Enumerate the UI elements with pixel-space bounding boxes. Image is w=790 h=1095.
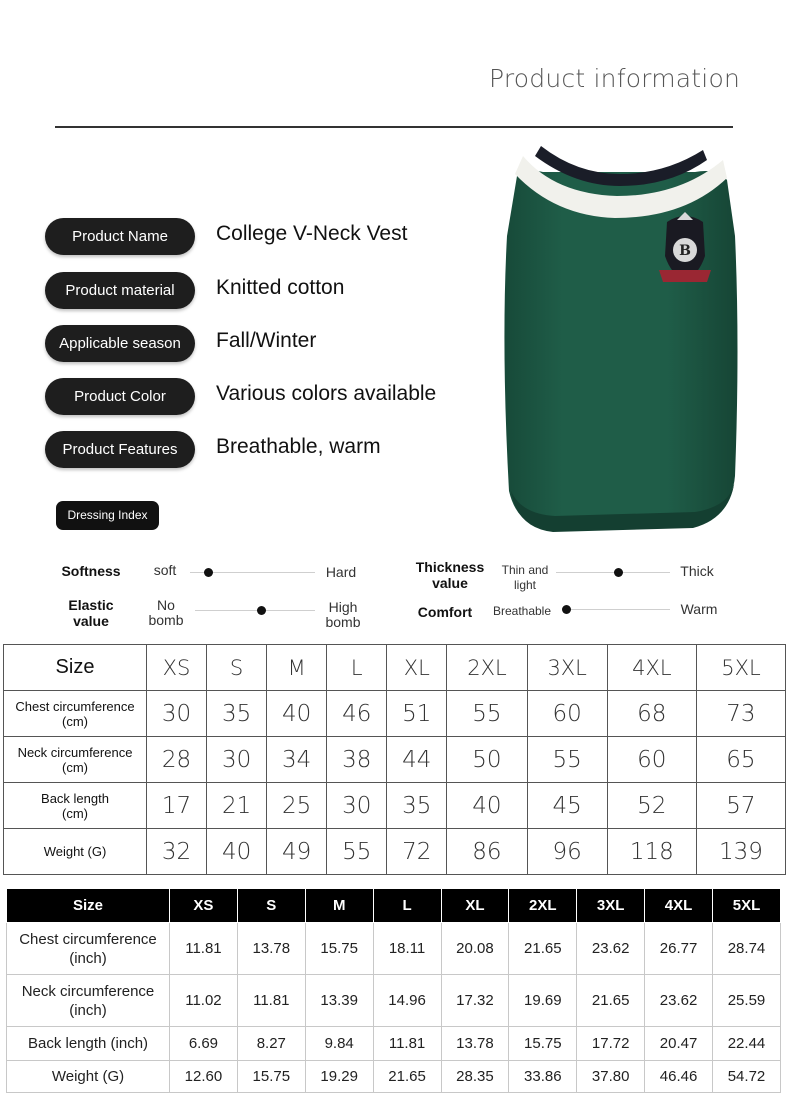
elastic-label-line2: value [73, 613, 109, 629]
size-cell: XL [387, 645, 447, 691]
table-cell: 55 [447, 691, 527, 737]
table-cell: 13.78 [237, 923, 305, 975]
table-cell: 30 [147, 691, 207, 737]
table-cell: 34 [267, 737, 327, 783]
row-header-cell [4, 691, 147, 737]
table-cell: 21.65 [509, 923, 577, 975]
table-cell: 6.69 [170, 1027, 238, 1061]
thickness-label [412, 559, 488, 591]
table-cell: 15.75 [509, 1027, 577, 1061]
row-header-line2: (cm) [62, 713, 88, 729]
elastic-scale-line [195, 610, 315, 611]
table-cell: 11.81 [237, 975, 305, 1027]
table-cell: 17.72 [577, 1027, 645, 1061]
size-cell: 2XL [447, 645, 527, 691]
size-cell: S [237, 889, 305, 923]
table-cell: 30 [327, 783, 387, 829]
table-cell: 21.65 [373, 1061, 441, 1093]
row-header-line1: Chest circumference [19, 930, 157, 948]
comfort-scale-line [566, 609, 670, 610]
table-cell: 9.84 [305, 1027, 373, 1061]
size-header-cell: Size [4, 645, 147, 691]
info-row-product-material [45, 272, 475, 310]
table-row [7, 975, 781, 1027]
table-cell: 11.81 [170, 923, 238, 975]
table-cell: 86 [447, 829, 527, 875]
size-cell: 4XL [607, 645, 696, 691]
info-label-pill: Product Name [45, 218, 195, 255]
info-value: Various colors available [216, 382, 437, 405]
table-cell: 21 [207, 783, 267, 829]
comfort-left-label: Breathable [492, 604, 552, 618]
size-cell: XS [147, 645, 207, 691]
thickness-left-line2: light [513, 578, 536, 592]
table-cell: 33.86 [509, 1061, 577, 1093]
info-label-pill: Product material [45, 272, 195, 309]
table-cell: 54.72 [713, 1061, 781, 1093]
thickness-scale-line [556, 572, 670, 573]
elastic-level-dot [257, 606, 266, 615]
row-header-cell [4, 829, 147, 875]
table-cell: 11.02 [170, 975, 238, 1027]
size-cell: 4XL [645, 889, 713, 923]
table-cell: 50 [447, 737, 527, 783]
size-cell: 2XL [509, 889, 577, 923]
table-cell: 57 [696, 783, 785, 829]
table-cell: 118 [607, 829, 696, 875]
table-cell: 20.47 [645, 1027, 713, 1061]
table-row [7, 1061, 781, 1093]
table-row [4, 691, 786, 737]
size-cell: 3XL [577, 889, 645, 923]
table-cell: 17 [147, 783, 207, 829]
table-cell: 25 [267, 783, 327, 829]
size-cell: S [207, 645, 267, 691]
info-label-pill: Applicable season [45, 325, 195, 362]
softness-level-dot [204, 568, 213, 577]
table-cell: 11.81 [373, 1027, 441, 1061]
info-label-pill: Product Color [45, 378, 195, 415]
comfort-right-label: Warm [680, 601, 718, 617]
table-cell: 65 [696, 737, 785, 783]
elastic-left-line2: bomb [148, 612, 184, 628]
elastic-right-line1: High [328, 599, 358, 615]
table-cell: 17.32 [441, 975, 509, 1027]
size-cell: L [327, 645, 387, 691]
info-value: Fall/Winter [216, 329, 317, 352]
table-cell: 19.69 [509, 975, 577, 1027]
table-cell: 46 [327, 691, 387, 737]
table-row [4, 829, 786, 875]
row-header-cell [7, 1061, 170, 1093]
elastic-left-line1: No [157, 597, 175, 613]
table-cell: 15.75 [305, 923, 373, 975]
table-cell: 96 [527, 829, 607, 875]
elastic-left-label [140, 598, 192, 628]
table-cell: 15.75 [237, 1061, 305, 1093]
table-row [4, 737, 786, 783]
table-cell: 28.74 [713, 923, 781, 975]
table-cell: 13.78 [441, 1027, 509, 1061]
table-cell: 26.77 [645, 923, 713, 975]
dressing-index-badge: Dressing Index [56, 501, 159, 530]
table-cell: 46.46 [645, 1061, 713, 1093]
size-cell: M [267, 645, 327, 691]
table-cell: 40 [267, 691, 327, 737]
row-header-line1: Weight (G) [51, 1068, 125, 1085]
row-header-cell [7, 975, 170, 1027]
comfort-label: Comfort [417, 604, 473, 620]
row-header-cell [7, 923, 170, 975]
table-cell: 28.35 [441, 1061, 509, 1093]
table-cell: 20.08 [441, 923, 509, 975]
table-cell: 37.80 [577, 1061, 645, 1093]
table-cell: 13.39 [305, 975, 373, 1027]
table-cell: 139 [696, 829, 785, 875]
thickness-right-label: Thick [680, 563, 714, 579]
softness-left-label: soft [153, 562, 177, 578]
row-header-line2: (inch) [69, 949, 107, 967]
info-row-applicable-season [45, 325, 475, 363]
size-cell: 5XL [713, 889, 781, 923]
table-cell: 21.65 [577, 975, 645, 1027]
table-cell: 49 [267, 829, 327, 875]
table-cell: 19.29 [305, 1061, 373, 1093]
thickness-label-line1: Thickness [415, 559, 485, 575]
table-cell: 32 [147, 829, 207, 875]
info-value: Breathable, warm [216, 435, 381, 458]
row-header-line1: Back length (inch) [27, 1035, 149, 1052]
table-cell: 18.11 [373, 923, 441, 975]
info-label-pill: Product Features [45, 431, 195, 468]
elastic-label [58, 597, 124, 629]
table-cell: 22.44 [713, 1027, 781, 1061]
table-cell: 25.59 [713, 975, 781, 1027]
table-cell: 52 [607, 783, 696, 829]
table-cell: 23.62 [645, 975, 713, 1027]
table-row [4, 783, 786, 829]
softness-label: Softness [61, 563, 121, 579]
table-cell: 72 [387, 829, 447, 875]
row-header-line2: (inch) [69, 1001, 107, 1019]
table-cell: 55 [527, 737, 607, 783]
table-cell: 8.27 [237, 1027, 305, 1061]
info-value: College V-Neck Vest [216, 222, 408, 245]
size-table-cm [3, 644, 786, 875]
table-cell: 38 [327, 737, 387, 783]
row-header-line1: Weight (G) [43, 844, 107, 859]
size-table-inch [6, 888, 781, 1093]
table-cell: 51 [387, 691, 447, 737]
thickness-left-label [496, 563, 554, 593]
row-header-cell [4, 783, 147, 829]
table-cell: 28 [147, 737, 207, 783]
thickness-left-line1: Thin and [501, 563, 549, 577]
row-header-line2: (cm) [62, 759, 88, 775]
table-cell: 55 [327, 829, 387, 875]
size-cell: XL [441, 889, 509, 923]
info-row-product-name [45, 218, 475, 256]
header-divider [55, 126, 733, 128]
comfort-level-dot [562, 605, 571, 614]
page-title: Product information [489, 64, 740, 93]
table-cell: 14.96 [373, 975, 441, 1027]
elastic-right-label [320, 600, 366, 630]
size-header-row [4, 645, 786, 691]
row-header-line2: (cm) [62, 805, 88, 821]
table-row [7, 1027, 781, 1061]
thickness-level-dot [614, 568, 623, 577]
table-row [7, 923, 781, 975]
table-cell: 23.62 [577, 923, 645, 975]
thickness-label-line2: value [432, 575, 468, 591]
table-cell: 68 [607, 691, 696, 737]
row-header-line1: Chest circumference [15, 698, 135, 714]
size-cell: XS [170, 889, 238, 923]
row-header-line1: Neck circumference [17, 744, 133, 760]
row-header-cell [7, 1027, 170, 1061]
table-cell: 45 [527, 783, 607, 829]
row-header-cell [4, 737, 147, 783]
size-cell: 5XL [696, 645, 785, 691]
table-cell: 12.60 [170, 1061, 238, 1093]
table-cell: 30 [207, 737, 267, 783]
size-cell: M [305, 889, 373, 923]
badge-letter: B [679, 243, 691, 259]
table-cell: 40 [207, 829, 267, 875]
table-cell: 60 [607, 737, 696, 783]
table-cell: 35 [207, 691, 267, 737]
table-cell: 40 [447, 783, 527, 829]
elastic-right-line2: bomb [325, 614, 361, 630]
table-cell: 35 [387, 783, 447, 829]
table-cell: 73 [696, 691, 785, 737]
info-row-product-color [45, 378, 475, 416]
size-header-cell: Size [7, 889, 170, 923]
info-row-product-features [45, 431, 475, 469]
table-cell: 44 [387, 737, 447, 783]
elastic-label-line1: Elastic [68, 597, 114, 613]
product-vest-image [495, 146, 745, 541]
softness-right-label: Hard [325, 564, 357, 580]
table-cell: 60 [527, 691, 607, 737]
size-header-row [7, 889, 781, 923]
row-header-line1: Back length [41, 790, 109, 806]
row-header-line1: Neck circumference [21, 982, 155, 1000]
size-cell: L [373, 889, 441, 923]
size-cell: 3XL [527, 645, 607, 691]
info-value: Knitted cotton [216, 276, 345, 299]
